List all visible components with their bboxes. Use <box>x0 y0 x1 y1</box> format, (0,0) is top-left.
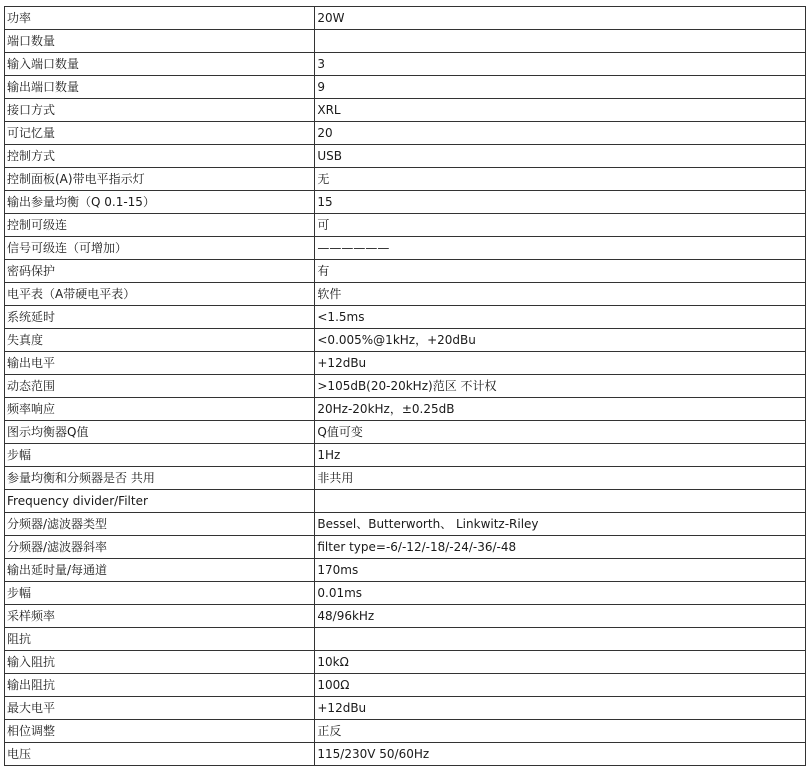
spec-label-cell: 频率响应 <box>5 398 315 421</box>
spec-table-body <box>5 7 806 766</box>
spec-label-cell: 端口数量 <box>5 30 315 53</box>
spec-value-cell: 非共用 <box>315 467 806 490</box>
spec-label-cell: 最大电平 <box>5 697 315 720</box>
table-row <box>5 7 806 30</box>
table-row <box>5 513 806 536</box>
table-row <box>5 329 806 352</box>
spec-label-cell: 可记忆量 <box>5 122 315 145</box>
spec-label-cell: 接口方式 <box>5 99 315 122</box>
table-row <box>5 375 806 398</box>
table-row <box>5 306 806 329</box>
spec-label-cell: Frequency divider/Filter <box>5 490 315 513</box>
spec-value-cell: XRL <box>315 99 806 122</box>
table-row <box>5 743 806 766</box>
spec-value-cell: 100Ω <box>315 674 806 697</box>
spec-label-cell: 系统延时 <box>5 306 315 329</box>
spec-value-cell: 3 <box>315 53 806 76</box>
spec-value-cell: 170ms <box>315 559 806 582</box>
table-row <box>5 467 806 490</box>
table-row <box>5 145 806 168</box>
spec-label-cell: 输出电平 <box>5 352 315 375</box>
spec-label-cell: 分频器/滤波器类型 <box>5 513 315 536</box>
spec-label-cell: 图示均衡器Q值 <box>5 421 315 444</box>
table-row <box>5 536 806 559</box>
spec-value-cell: >105dB(20-20kHz)范区 不计权 <box>315 375 806 398</box>
table-row <box>5 628 806 651</box>
spec-value-cell: USB <box>315 145 806 168</box>
spec-label-cell: 控制可级连 <box>5 214 315 237</box>
spec-label-cell: 电压 <box>5 743 315 766</box>
table-row <box>5 214 806 237</box>
spec-label-cell: 输出延时量/每通道 <box>5 559 315 582</box>
spec-value-cell: 软件 <box>315 283 806 306</box>
spec-label-cell: 输出参量均衡（Q 0.1-15） <box>5 191 315 214</box>
spec-value-cell: 1Hz <box>315 444 806 467</box>
spec-value-cell: 可 <box>315 214 806 237</box>
spec-label-cell: 密码保护 <box>5 260 315 283</box>
table-row <box>5 76 806 99</box>
spec-label-cell: 动态范围 <box>5 375 315 398</box>
spec-table <box>4 6 806 766</box>
spec-label-cell: 控制面板(A)带电平指示灯 <box>5 168 315 191</box>
spec-value-cell: Bessel、Butterworth、 Linkwitz-Riley <box>315 513 806 536</box>
table-row <box>5 398 806 421</box>
spec-label-cell: 输出阻抗 <box>5 674 315 697</box>
spec-label-cell: 步幅 <box>5 582 315 605</box>
spec-value-cell: 10kΩ <box>315 651 806 674</box>
table-row <box>5 444 806 467</box>
table-row <box>5 352 806 375</box>
table-row <box>5 697 806 720</box>
spec-label-cell: 阻抗 <box>5 628 315 651</box>
spec-label-cell: 控制方式 <box>5 145 315 168</box>
table-row <box>5 53 806 76</box>
table-row <box>5 605 806 628</box>
spec-label-cell: 相位调整 <box>5 720 315 743</box>
table-row <box>5 283 806 306</box>
table-row <box>5 720 806 743</box>
spec-value-cell: 无 <box>315 168 806 191</box>
spec-value-cell: Q值可变 <box>315 421 806 444</box>
spec-label-cell: 输出端口数量 <box>5 76 315 99</box>
spec-label-cell: 步幅 <box>5 444 315 467</box>
table-row <box>5 490 806 513</box>
spec-value-cell <box>315 30 806 53</box>
spec-value-cell: 20Hz-20kHz，±0.25dB <box>315 398 806 421</box>
spec-label-cell: 参量均衡和分频器是否 共用 <box>5 467 315 490</box>
spec-value-cell: <1.5ms <box>315 306 806 329</box>
table-row <box>5 582 806 605</box>
spec-value-cell: 有 <box>315 260 806 283</box>
spec-value-cell: <0.005%@1kHz，+20dBu <box>315 329 806 352</box>
spec-value-cell: 20 <box>315 122 806 145</box>
table-row <box>5 99 806 122</box>
spec-label-cell: 信号可级连（可增加） <box>5 237 315 260</box>
spec-label-cell: 输入阻抗 <box>5 651 315 674</box>
table-row <box>5 559 806 582</box>
spec-label-cell: 采样频率 <box>5 605 315 628</box>
table-row <box>5 168 806 191</box>
spec-value-cell: +12dBu <box>315 352 806 375</box>
spec-value-cell: 20W <box>315 7 806 30</box>
table-row <box>5 651 806 674</box>
table-row <box>5 260 806 283</box>
table-row <box>5 191 806 214</box>
spec-value-cell: —————— <box>315 237 806 260</box>
spec-value-cell: 正反 <box>315 720 806 743</box>
spec-value-cell: 48/96kHz <box>315 605 806 628</box>
table-row <box>5 674 806 697</box>
spec-value-cell: 15 <box>315 191 806 214</box>
spec-value-cell: 0.01ms <box>315 582 806 605</box>
spec-value-cell: +12dBu <box>315 697 806 720</box>
spec-value-cell <box>315 628 806 651</box>
spec-label-cell: 失真度 <box>5 329 315 352</box>
table-row <box>5 122 806 145</box>
table-row <box>5 421 806 444</box>
spec-label-cell: 功率 <box>5 7 315 30</box>
spec-value-cell: filter type=-6/-12/-18/-24/-36/-48 <box>315 536 806 559</box>
table-row <box>5 30 806 53</box>
table-row <box>5 237 806 260</box>
spec-value-cell: 9 <box>315 76 806 99</box>
spec-value-cell <box>315 490 806 513</box>
spec-label-cell: 输入端口数量 <box>5 53 315 76</box>
spec-label-cell: 电平表（A带硬电平表） <box>5 283 315 306</box>
spec-label-cell: 分频器/滤波器斜率 <box>5 536 315 559</box>
spec-value-cell: 115/230V 50/60Hz <box>315 743 806 766</box>
